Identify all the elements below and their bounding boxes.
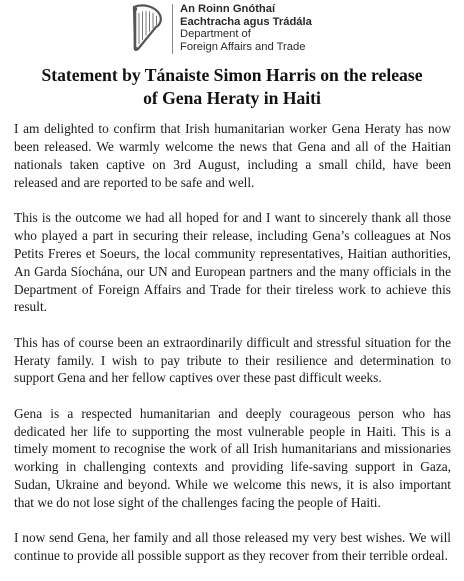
paragraph-4: Gena is a respected humanitarian and deeply courageous person who has dedicated her life to supporting the most vulnerable people in Haiti. This is a timely moment to recognise the work of all Irish humanitarians and missionaries working in challenging contexts and providing life-saving support in Gaza, Sudan, Ukraine and beyond. While we welcome this news, it is also important that we do not lose sight of the challenges facing the people of Haiti. bbox=[14, 405, 451, 511]
harp-icon bbox=[130, 3, 164, 53]
dept-name-irish-line-2: Eachtracha agus Trádála bbox=[180, 15, 312, 28]
dept-name-english-line-1: Department of bbox=[180, 28, 251, 41]
department-name bbox=[180, 3, 312, 53]
dept-name-english-line-2: Foreign Affairs and Trade bbox=[180, 40, 306, 53]
department-header bbox=[130, 2, 312, 56]
dept-name-irish-line-1: An Roinn Gnóthaí bbox=[180, 3, 276, 15]
header-divider bbox=[172, 4, 173, 54]
paragraph-1: I am delighted to confirm that Irish humanitarian worker Gena Heraty has now been released. We warmly welcome the news that Gena and all of the Haitian nationals taken captive on 3rd August, including a small child, have been released and are reported to be safe and well. bbox=[14, 121, 451, 190]
title-line-2: of Gena Heraty in Haiti bbox=[143, 88, 321, 108]
title-line-1: Statement by Tánaiste Simon Harris on the release bbox=[41, 65, 423, 85]
statement-body bbox=[14, 120, 451, 565]
paragraph-3: This has of course been an extraordinarily difficult and stressful situation for the Heraty family. I wish to pay tribute to their resilience and determination to support Gena and her fellow captives over these past difficult weeks. bbox=[14, 334, 451, 386]
paragraph-2: This is the outcome we had all hoped for and I want to sincerely thank all those who played a part in securing their release, including Gena’s colleagues at Nos Petits Freres et Soeurs, the local community representatives, Haitian authorities, An Garda Síochána, our UN and European partners and the many officials in the Department of Foreign Affairs and Trade for their tireless work to achieve this result. bbox=[14, 209, 451, 315]
statement-title bbox=[14, 64, 450, 110]
paragraph-5: I now send Gena, her family and all those released my very best wishes. We will continue to provide all possible support as they recover from their terrible ordeal. bbox=[14, 530, 451, 564]
